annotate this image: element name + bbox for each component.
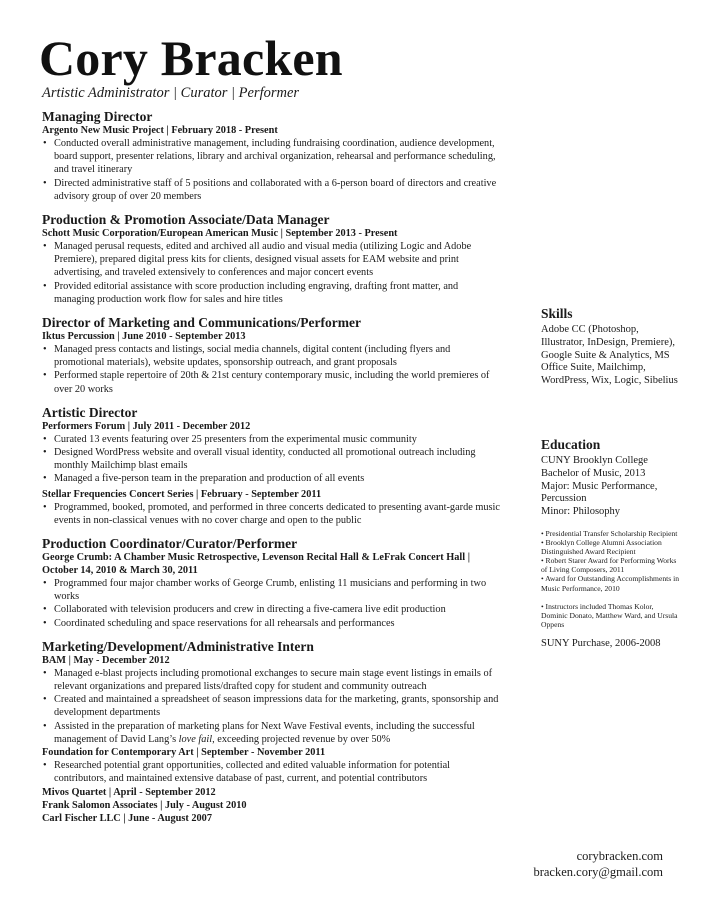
job-bullets [42,240,500,306]
website-link[interactable]: corybracken.com [576,849,663,863]
education-other: SUNY Purchase, 2006-2008 [541,637,661,649]
email-link[interactable]: bracken.cory@gmail.com [533,865,663,879]
job-organization-secondary: Stellar Frequencies Concert Series | February - September 2011 [42,488,322,500]
job-entry [42,405,500,527]
job-organization: Argento New Music Project | February 2018 - Present [42,125,278,136]
contact-info [533,848,663,880]
job-title: Production & Promotion Associate/Data Manager [42,212,330,228]
bullet-item: • Performed staple repertoire of 20th & 21st century contemporary music, including the world premieres of over 20 works [42,369,500,395]
job-entry [42,315,500,396]
job-entry [42,639,500,825]
education-heading: Education [541,437,601,452]
job-organization: Iktus Percussion | June 2010 - September 2013 [42,331,246,343]
job-organization: George Crumb: A Chamber Music Retrospective, Levenson Recital Hall & LeFrak Concert Hall | October 14, 2010 & March 30, 2011 [42,552,470,577]
job-bullets [42,759,500,785]
job-title: Marketing/Development/Administrative Intern [42,638,314,654]
show-title: love fail [178,733,213,745]
bullet-item: • Designed WordPress website and overall visual identity, conducted all promotional outreach including monthly Mailchimp blast emails [42,446,500,472]
job-bullets [42,433,500,486]
job-title: Production Coordinator/Curator/Performer [42,536,298,552]
award-item: • Award for Outstanding Accomplishments in Music Performance, 2010 [541,574,679,593]
candidate-name: Cory Bracken [39,30,343,86]
job-title: Director of Marketing and Communications/Performer [42,315,361,331]
job-entry [42,212,500,306]
bullet-item: • Created and maintained a spreadsheet of season impressions data for the marketing, grants, sponsorship and development departments [42,693,500,719]
job-organization: Schott Music Corporation/European American Music | September 2013 - Present [42,228,398,240]
job-organization-secondary: Foundation for Contemporary Art | September - November 2011 [42,747,326,759]
job-bullets [42,343,500,396]
bullet-item [42,720,500,746]
bullet-text: , exceeding projected revenue by over 50% [212,733,391,745]
award-item: • Presidential Transfer Scholarship Recipient [541,528,678,538]
job-organization-extra: Frank Salomon Associates | July - August 2010 [42,799,247,811]
bullet-item: • Managed a five-person team in the preparation and production of all events [42,472,500,485]
job-entry [42,109,500,203]
instructor-item: • Instructors included Thomas Kolor, Dominic Donato, Matthew Ward, and Ursula Oppens [541,601,678,629]
bullet-item: • Directed administrative staff of 5 positions and collaborated with a 6-person board of directors and creative advisory group of over 20 members [42,177,500,203]
experience-section [42,109,500,834]
job-title: Managing Director [42,109,153,124]
award-item: • Robert Starer Award for Performing Works of Living Composers, 2011 [541,556,677,575]
education-section [541,437,681,651]
bullet-item: • Managed perusal requests, edited and archived all audio and visual media (utilizing Logic and Adobe Premiere), prepared digital press kits for clients, designed visual assets for EAM website and print advertising, and traveled extensively to conferences and major concert events [42,240,500,280]
bullet-item: • Managed e-blast projects including promotional exchanges to secure main stage event listings in emails of relevant organizations and prepared lists/drafted copy for student and community outreach [42,667,500,693]
education-degree: Bachelor of Music, 2013 [541,467,646,479]
bullet-item: • Programmed four major chamber works of George Crumb, enlisting 11 musicians and performing in two works [42,577,500,603]
tagline: Artistic Administrator | Curator | Performer [42,85,300,101]
award-list [541,529,681,593]
education-school: CUNY Brooklyn College [541,455,648,466]
skills-text: Adobe CC (Photoshop, Illustrator, InDesign, Premiere), Google Suite & Analytics, MS Office Suite, Mailchimp, WordPress, Wix, Logic, Sibelius [541,324,678,387]
bullet-item: • Programmed, booked, promoted, and performed in three concerts dedicated to presenting avant-garde music events in non-classical venues with no cover charge and open to the public [42,501,500,527]
bullet-item: • Conducted overall administrative management, including fundraising coordination, audience development, board support, presenter relations, library and archival organization, rehearsal and performance scheduling, and travel itinerary [42,137,500,177]
bullet-item: • Collaborated with television producers and crew in directing a five-camera live edit production [42,603,500,616]
job-bullets [42,137,500,203]
job-bullets [42,501,500,527]
skills-section [541,306,681,388]
award-item: • Brooklyn College Alumni Association Distinguished Award Recipient [541,538,662,557]
bullet-item: • Managed press contacts and listings, social media channels, digital content (including flyers and promotional materials), website updates, sponsorship outreach, and grant proposals [42,343,500,369]
education-major: Major: Music Performance, Percussion [541,480,658,505]
bullet-item: • Curated 13 events featuring over 25 presenters from the experimental music community [42,433,500,446]
skills-heading: Skills [541,306,573,321]
job-organization: Performers Forum | July 2011 - December 2012 [42,420,251,432]
job-organization: BAM | May - December 2012 [42,654,170,666]
job-bullets [42,577,500,630]
bullet-item: • Researched potential grant opportunities, collected and edited valuable information for potential contributors, and maintained extensive database of past, current, and potential contributors [42,759,500,785]
job-title: Artistic Director [42,404,138,420]
job-bullets [42,667,500,746]
instructor-list [541,602,681,629]
job-organization-extra: Carl Fischer LLC | June - August 2007 [42,812,212,824]
education-minor: Minor: Philosophy [541,506,621,518]
job-organization-extra: Mivos Quartet | April - September 2012 [42,786,216,798]
bullet-item: • Coordinated scheduling and space reservations for all rehearsals and performances [42,617,500,630]
job-entry [42,536,500,630]
bullet-item: • Provided editorial assistance with score production including engraving, drafting front matter, and managing production work flow for sales and hire titles [42,280,500,306]
bullet-text: Assisted in the preparation of marketing plans for Next Wave Festival events, including the successful management of David Lang’s [54,720,475,745]
